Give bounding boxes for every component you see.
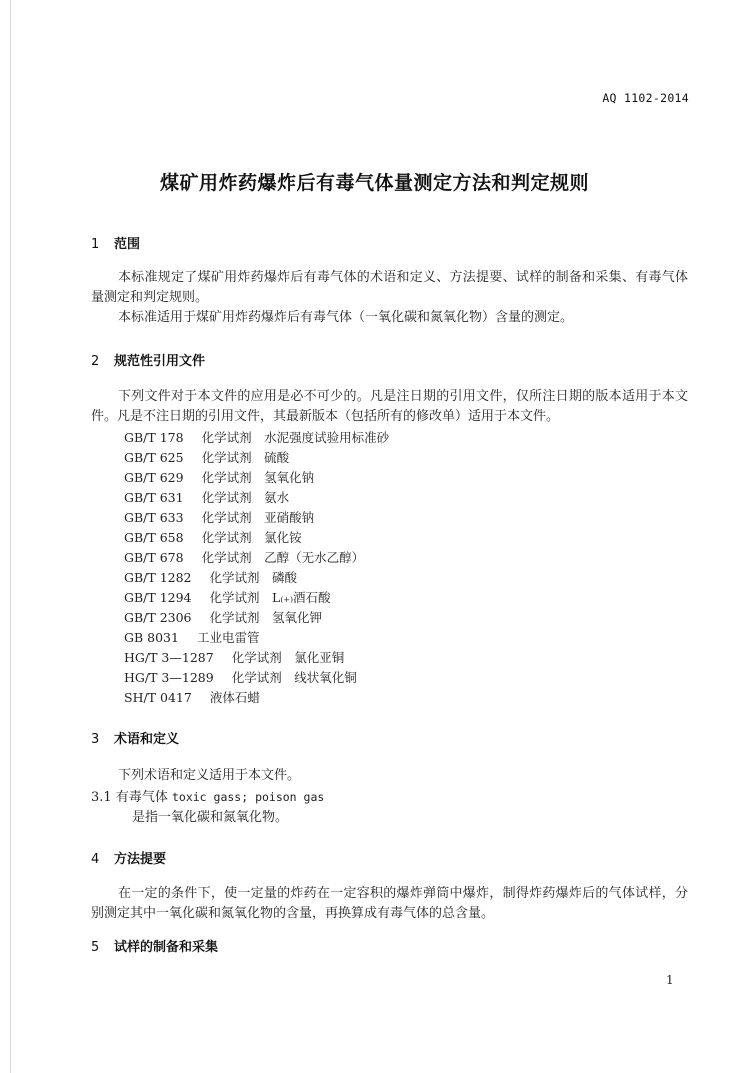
document-title: 煤矿用炸药爆炸后有毒气体量测定方法和判定规则 bbox=[159, 172, 589, 194]
reference-code: GB/T 629 bbox=[124, 470, 184, 485]
reference-item bbox=[124, 508, 389, 528]
reference-title: 化学试剂 氢氧化钠 bbox=[201, 470, 315, 485]
reference-title: 化学试剂 氯化铵 bbox=[201, 530, 302, 545]
section-number: 3 bbox=[91, 732, 100, 747]
reference-item bbox=[124, 568, 389, 588]
term-definition: 是指一氧化碳和氮氧化物。 bbox=[132, 810, 289, 825]
section-title: 术语和定义 bbox=[114, 732, 180, 747]
section-2-heading bbox=[91, 350, 205, 369]
section-4-heading bbox=[91, 848, 166, 867]
section-title: 方法提要 bbox=[114, 852, 167, 867]
reference-code: GB/T 625 bbox=[124, 450, 184, 465]
section-1-heading bbox=[91, 233, 140, 252]
reference-code: HG/T 3—1289 bbox=[124, 670, 214, 685]
reference-title: 化学试剂 乙醇（无水乙醇） bbox=[201, 550, 365, 565]
reference-item bbox=[124, 648, 389, 668]
reference-title: 化学试剂 磷酸 bbox=[209, 570, 298, 585]
section-number: 5 bbox=[91, 940, 100, 955]
reference-code: GB/T 678 bbox=[124, 550, 184, 565]
section-3-heading bbox=[91, 728, 179, 747]
reference-item bbox=[124, 468, 389, 488]
page-edge bbox=[10, 0, 11, 1073]
reference-title: 化学试剂 亚硝酸钠 bbox=[201, 510, 315, 525]
reference-code: SH/T 0417 bbox=[124, 690, 192, 705]
reference-item bbox=[124, 448, 389, 468]
reference-code: GB/T 631 bbox=[124, 490, 184, 505]
reference-code: HG/T 3—1287 bbox=[124, 650, 214, 665]
reference-code: GB/T 1282 bbox=[124, 570, 192, 585]
reference-title: 化学试剂 L₍₊₎酒石酸 bbox=[209, 590, 331, 605]
section-title: 试样的制备和采集 bbox=[114, 940, 219, 955]
reference-code: GB 8031 bbox=[124, 630, 179, 645]
term-entry bbox=[91, 786, 324, 805]
reference-code: GB/T 633 bbox=[124, 510, 184, 525]
reference-title: 化学试剂 线状氧化铜 bbox=[231, 670, 357, 685]
section-title: 规范性引用文件 bbox=[114, 354, 206, 369]
term-number: 3.1 bbox=[91, 790, 112, 805]
reference-title: 化学试剂 水泥强度试验用标准砂 bbox=[201, 430, 390, 445]
reference-item bbox=[124, 588, 389, 608]
reference-item bbox=[124, 488, 389, 508]
reference-title: 液体石蜡 bbox=[209, 690, 260, 705]
reference-item bbox=[124, 528, 389, 548]
section-4-paragraph: 在一定的条件下，使一定量的炸药在一定容积的爆炸弹筒中爆炸，制得炸药爆炸后的气体试样，分别测定其中一氧化碳和氮氧化物的含量，再换算成有毒气体的总含量。 bbox=[91, 886, 688, 921]
reference-item bbox=[124, 688, 389, 708]
reference-item bbox=[124, 628, 389, 648]
reference-item bbox=[124, 608, 389, 628]
reference-title: 工业电雷管 bbox=[196, 630, 260, 645]
page-number: 1 bbox=[666, 973, 674, 987]
reference-title: 化学试剂 硫酸 bbox=[201, 450, 290, 465]
reference-item bbox=[124, 548, 389, 568]
section-1-paragraph-1: 本标准规定了煤矿用炸药爆炸后有毒气体的术语和定义、方法提要、试样的制备和采集、有毒气体量测定和判定规则。 bbox=[91, 270, 688, 305]
section-title: 范围 bbox=[114, 237, 141, 252]
normative-reference-list bbox=[124, 428, 389, 708]
reference-title: 化学试剂 氯化亚铜 bbox=[231, 650, 345, 665]
section-number: 2 bbox=[91, 354, 100, 369]
section-2-intro: 下列文件对于本文件的应用是必不可少的。凡是注日期的引用文件，仅所注日期的版本适用于本文件。凡是不注日期的引用文件，其最新版本（包括所有的修改单）适用于本文件。 bbox=[91, 389, 688, 424]
section-5-heading bbox=[91, 936, 218, 955]
section-number: 4 bbox=[91, 852, 100, 867]
reference-code: GB/T 2306 bbox=[124, 610, 192, 625]
term-chinese: 有毒气体 bbox=[115, 790, 168, 805]
section-number: 1 bbox=[91, 237, 100, 252]
reference-item bbox=[124, 428, 389, 448]
section-3-intro: 下列术语和定义适用于本文件。 bbox=[118, 768, 301, 783]
term-english: toxic gass; poison gas bbox=[171, 790, 325, 804]
standard-code: AQ 1102-2014 bbox=[602, 91, 689, 105]
reference-item bbox=[124, 668, 389, 688]
reference-code: GB/T 178 bbox=[124, 430, 184, 445]
reference-code: GB/T 658 bbox=[124, 530, 184, 545]
reference-title: 化学试剂 氨水 bbox=[201, 490, 290, 505]
reference-title: 化学试剂 氢氧化钾 bbox=[209, 610, 323, 625]
section-1-paragraph-2: 本标准适用于煤矿用炸药爆炸后有毒气体（一氧化碳和氮氧化物）含量的测定。 bbox=[118, 310, 574, 325]
reference-code: GB/T 1294 bbox=[124, 590, 192, 605]
